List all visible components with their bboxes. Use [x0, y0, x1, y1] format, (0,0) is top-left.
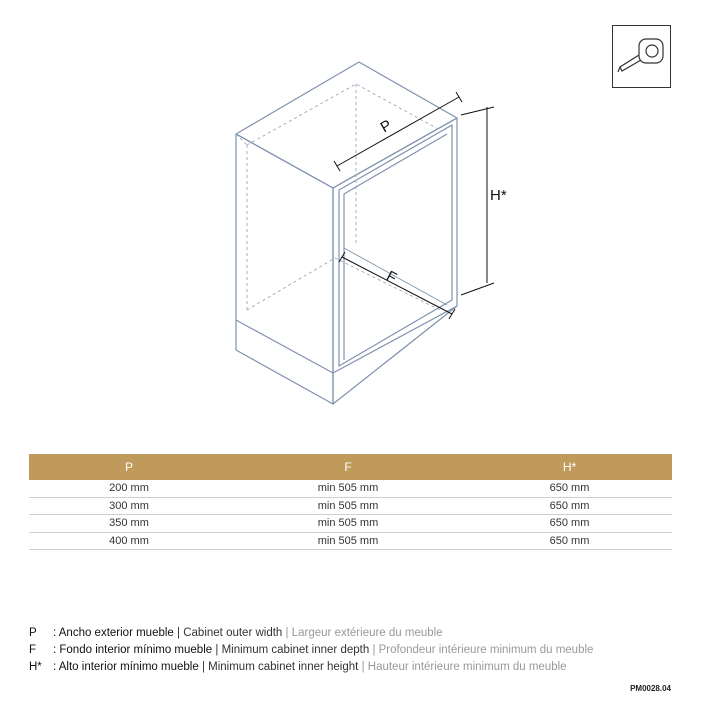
legend-es: : Fondo interior mínimo mueble	[53, 644, 213, 656]
header-p: P	[124, 460, 133, 474]
hidden-edge-back	[247, 84, 440, 145]
legend-fr: Profondeur intérieure minimum du meuble	[378, 644, 594, 656]
legend-fr: Hauteur intérieure minimum du meuble	[367, 661, 567, 673]
tape-measure-icon	[612, 25, 671, 88]
cell-h: 650 mm	[549, 482, 590, 495]
table-row	[29, 480, 672, 498]
legend-es: : Alto interior mínimo mueble	[53, 661, 199, 673]
table-row	[29, 498, 672, 516]
legend-key: P	[29, 627, 37, 639]
legend-key: F	[29, 644, 37, 656]
legend-key: H*	[29, 661, 42, 673]
cell-f: min 505 mm	[317, 534, 379, 547]
legend-en: Cabinet outer width	[183, 627, 283, 639]
cabinet-top	[236, 62, 457, 188]
cell-p: 200 mm	[109, 482, 149, 495]
table-row	[29, 533, 672, 551]
cell-f: min 505 mm	[317, 517, 379, 530]
cell-p: 300 mm	[109, 499, 149, 512]
legend-en: Minimum cabinet inner height	[208, 661, 359, 673]
cabinet-left-side	[236, 134, 333, 404]
legend	[29, 625, 593, 676]
legend-item-h: H* : Alto interior mínimo mueble | Minimum cabinet inner height | Hauteur intérieure minimum du meuble	[29, 659, 593, 676]
table-header	[29, 454, 672, 480]
table-row	[29, 515, 672, 533]
cell-p: 400 mm	[109, 534, 149, 547]
header-f: F	[344, 460, 352, 474]
header-h: H*	[562, 460, 577, 474]
dimensions-table	[29, 454, 672, 550]
dimension-f-line	[342, 257, 452, 314]
cell-p: 350 mm	[109, 517, 149, 530]
legend-fr: Largeur extérieure du meuble	[291, 627, 443, 639]
cell-h: 650 mm	[549, 534, 590, 547]
dimension-h-label: H*	[490, 187, 507, 204]
cabinet-opening	[339, 125, 452, 366]
cell-h: 650 mm	[549, 517, 590, 530]
legend-item-f: F : Fondo interior mínimo mueble | Minimum cabinet inner depth | Profondeur intérieure minimum du meuble	[29, 642, 593, 659]
dimension-f-label: F	[383, 267, 400, 287]
cabinet-front	[333, 118, 457, 404]
legend-item-p: P : Ancho exterior mueble | Cabinet outer width | Largeur extérieure du meuble	[29, 625, 593, 642]
legend-es: : Ancho exterior mueble	[53, 627, 174, 639]
cell-f: min 505 mm	[317, 499, 379, 512]
legend-en: Minimum cabinet inner depth	[221, 644, 370, 656]
cell-f: min 505 mm	[317, 482, 379, 495]
dimension-p-label: P	[377, 116, 395, 137]
cell-h: 650 mm	[549, 499, 590, 512]
document-code: PM0028.04	[630, 684, 671, 693]
